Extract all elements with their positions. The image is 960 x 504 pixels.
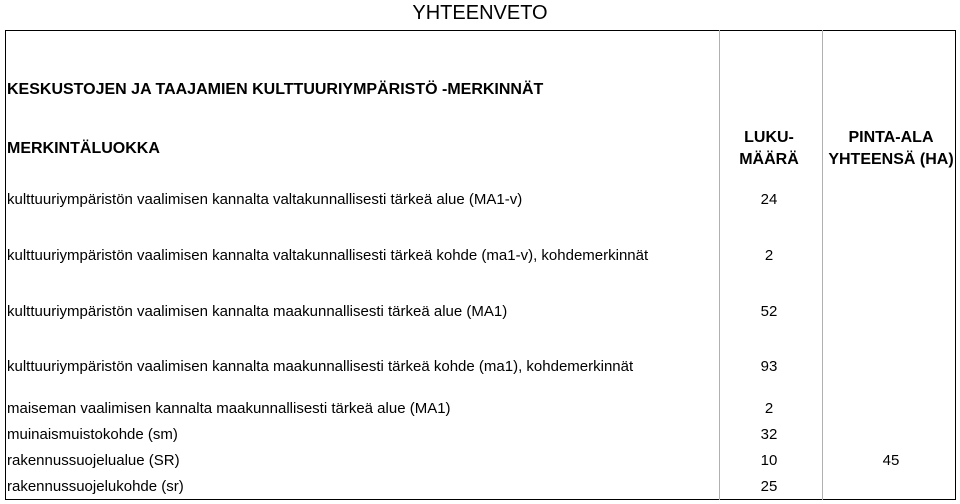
table-row-area [827,476,955,498]
table-row-label: kulttuuriympäristön vaalimisen kannalta valtakunnallisesti tärkeä kohde (ma1-v), kohdemerkinnät [7,247,649,264]
column-divider-area [822,30,823,500]
table-row-label: kulttuuriympäristön vaalimisen kannalta valtakunnallisesti tärkeä alue (MA1-v) [7,191,523,208]
count-header-line2: MÄÄRÄ [739,151,799,168]
table-row-area [827,356,955,378]
table-row-count: 2 [764,247,774,264]
table-row-area [827,245,955,267]
table-row-label: kulttuuriympäristön vaalimisen kannalta maakunnallisesti tärkeä kohde (ma1), kohdemerkinnät [7,358,634,375]
table-row-label: kulttuuriympäristön vaalimisen kannalta maakunnallisesti tärkeä alue (MA1) [7,303,508,320]
table-row-area [827,424,955,446]
table-row-label: muinaismuistokohde (sm) [7,426,178,443]
count-header-line1: LUKU- [744,129,794,146]
table-row-count: 24 [760,191,778,208]
table-row-area [827,189,955,211]
table-row-count: 32 [760,426,778,443]
section-title: KESKUSTOJEN JA TAAJAMIEN KULTTUURIYMPÄRISTÖ -MERKINNÄT [7,81,544,98]
category-column-header: MERKINTÄLUOKKA [7,140,160,157]
table-row-label: rakennussuojelukohde (sr) [7,478,184,495]
table-row-area [827,301,955,323]
table-row-area: 45 [882,452,900,469]
count-column-header [719,127,819,171]
table-row-count: 93 [760,358,778,375]
area-header-line2: YHTEENSÄ (HA) [828,151,954,168]
table-row-count: 2 [764,400,774,417]
table-row-label: maiseman vaalimisen kannalta maakunnallisesti tärkeä alue (MA1) [7,400,451,417]
area-header-line1: PINTA-ALA [848,129,934,146]
table-row-label: rakennussuojelualue (SR) [7,452,180,469]
table-row-count: 25 [760,478,778,495]
document-title: YHTEENVETO [412,2,548,24]
table-row-count: 10 [760,452,778,469]
table-row-area [827,398,955,420]
table-row-count: 52 [760,303,778,320]
area-column-header [827,127,955,171]
